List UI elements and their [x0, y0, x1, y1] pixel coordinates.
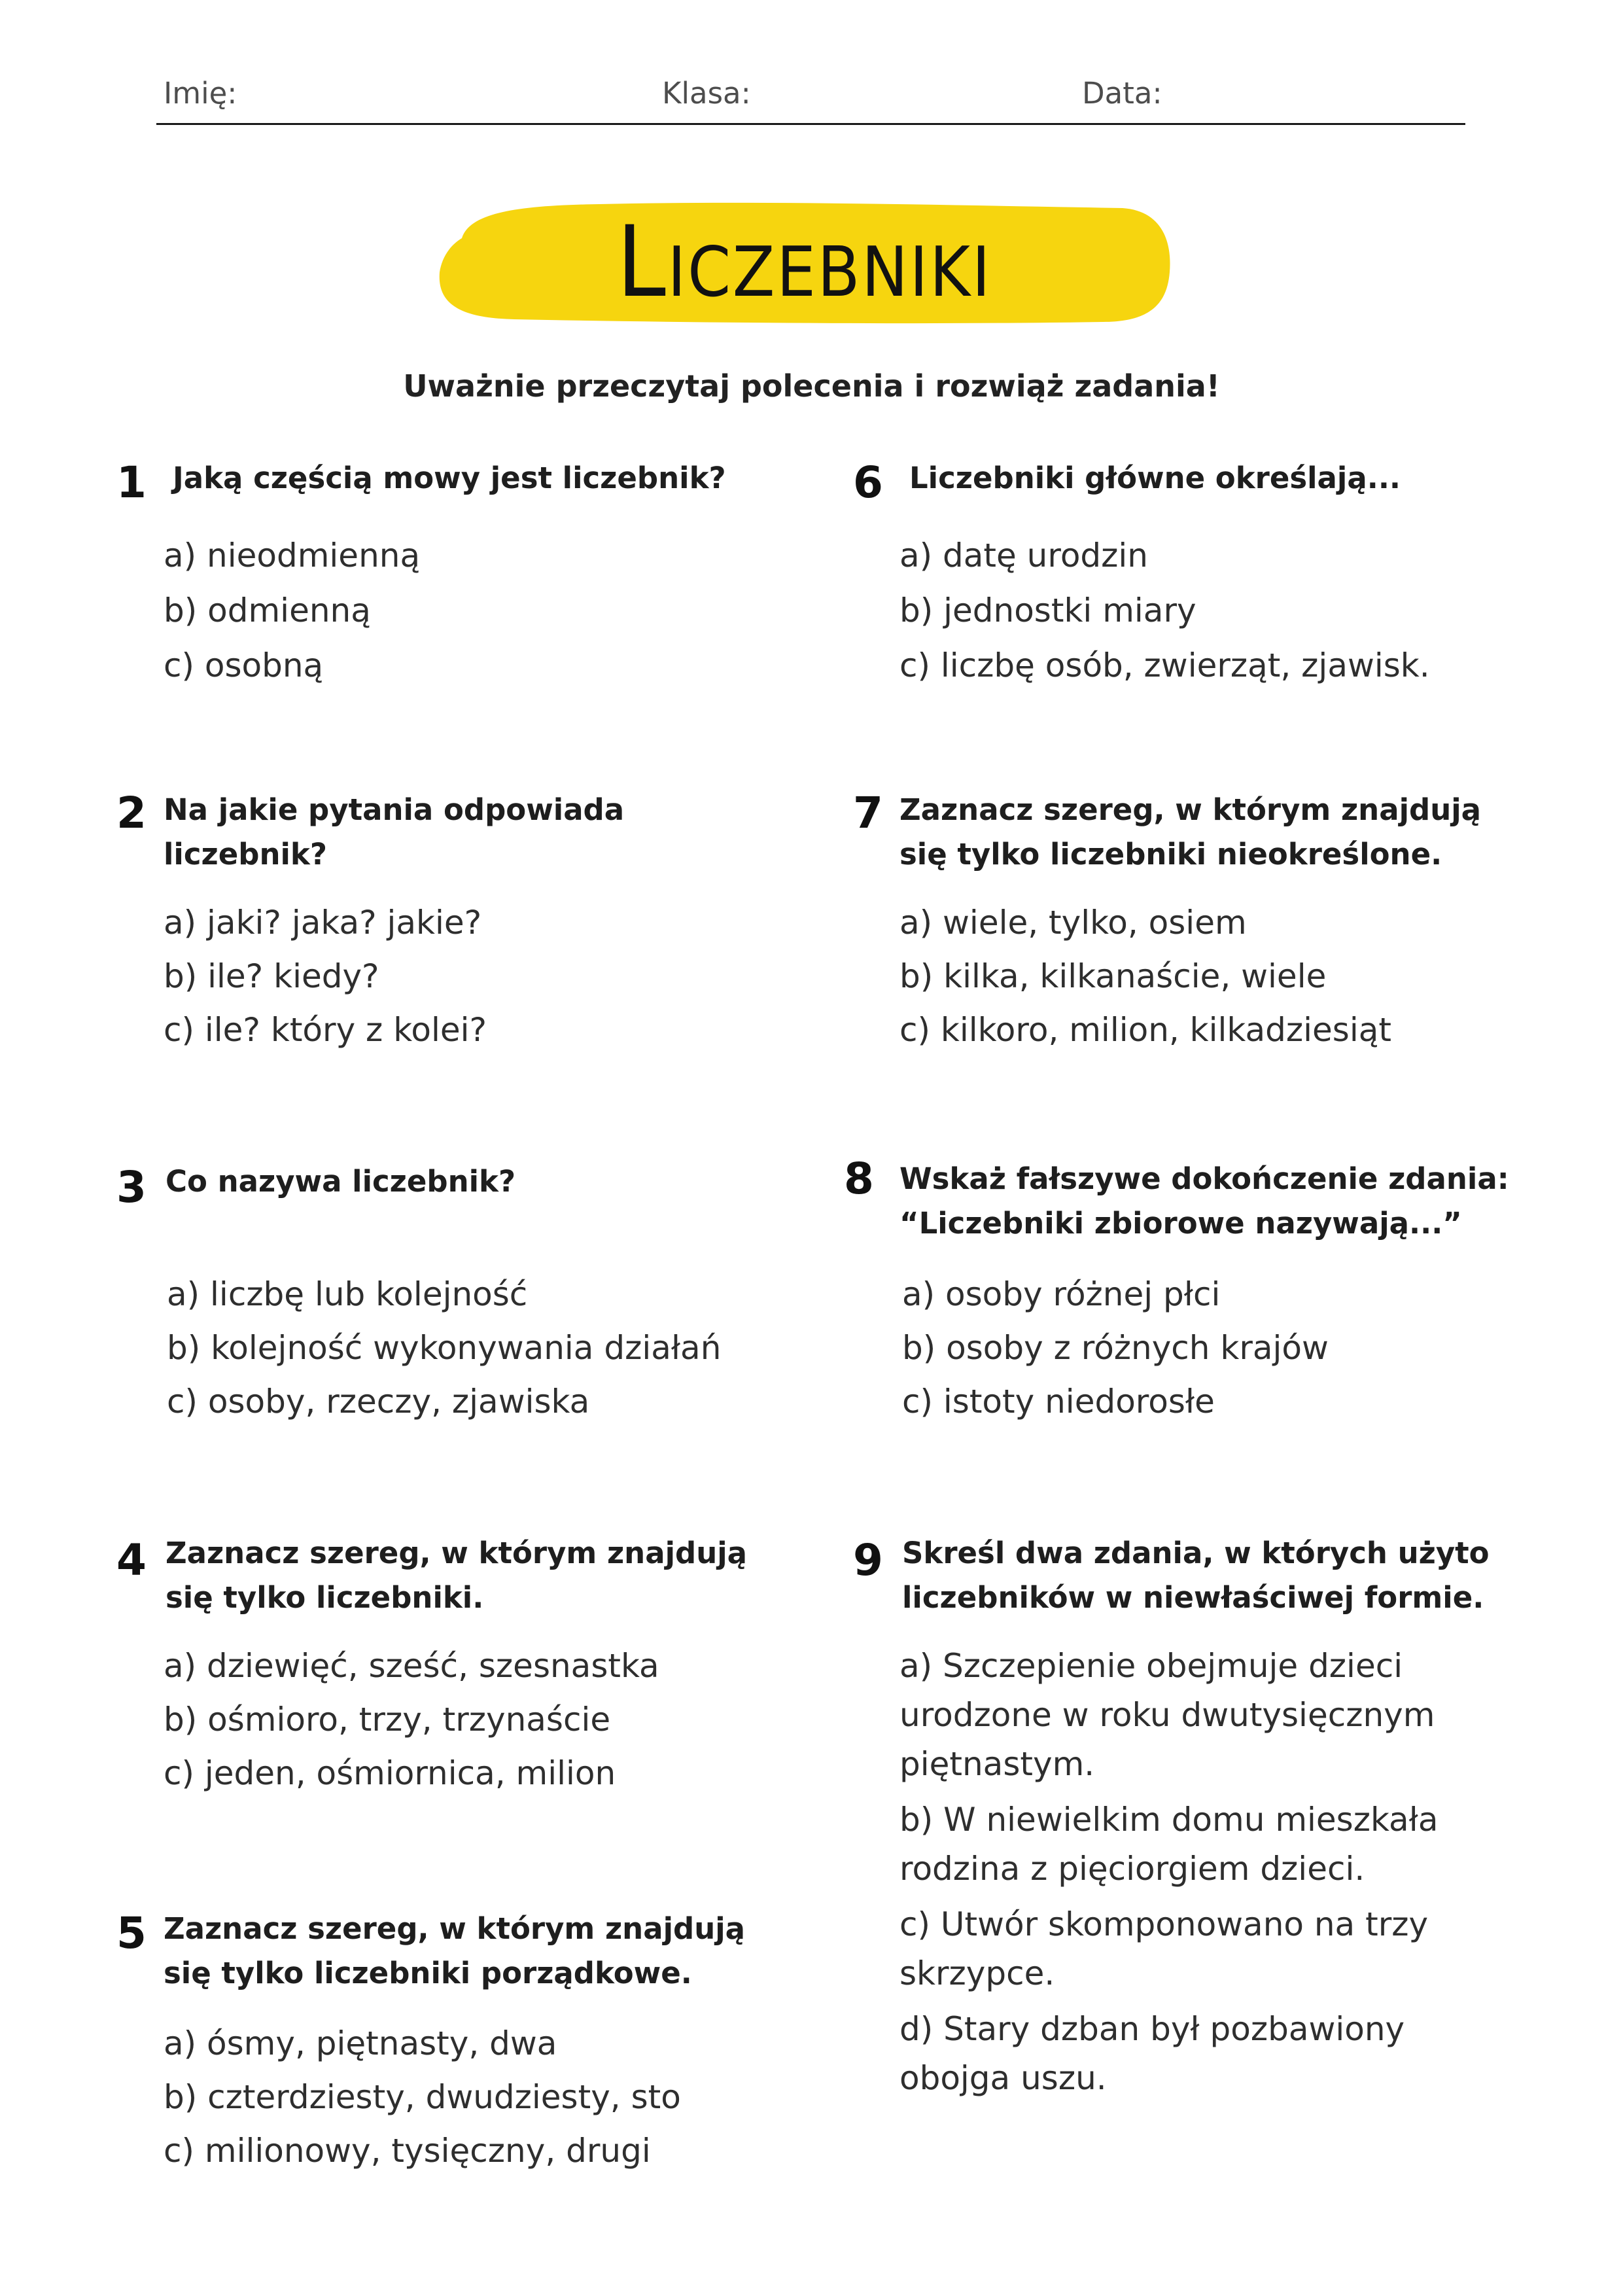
answer-option-line: urodzone w roku dwutysięcznym: [899, 1696, 1435, 1734]
question-text: [899, 1157, 1509, 1246]
question-text: [899, 788, 1481, 877]
answer-option-line: d) Stary dzban był pozbawiony: [899, 2010, 1405, 2048]
question-text: [166, 1531, 747, 1620]
class-label: Klasa:: [662, 76, 751, 111]
page-title: Liczebniki: [616, 205, 992, 319]
answer-option-line: obojga uszu.: [899, 2059, 1107, 2097]
answer-options: [902, 1267, 1329, 1428]
answer-option: c) milionowy, tysięczny, drugi: [164, 2132, 651, 2170]
question-number: 2: [116, 788, 147, 838]
question-text-line: Na jakie pytania odpowiada: [164, 792, 625, 827]
answer-option: [899, 2005, 1439, 2103]
question-number: 7: [853, 788, 883, 838]
header-underline: [156, 123, 1465, 125]
answer-option: b) jednostki miary: [899, 592, 1196, 629]
answer-option-line: c) Utwór skomponowano na trzy: [899, 1905, 1429, 1943]
answer-option-line: skrzypce.: [899, 1954, 1055, 1992]
question-text-line: Jaką częścią mowy jest liczebnik?: [173, 461, 726, 495]
answer-option: c) osobną: [164, 646, 324, 684]
question-text-line: Zaznacz szereg, w którym znajdują: [166, 1536, 748, 1570]
answer-option: a) dziewięć, sześć, szesnastka: [164, 1647, 659, 1685]
answer-option: c) osoby, rzeczy, zjawiska: [167, 1383, 590, 1421]
answer-option: b) odmienną: [164, 592, 371, 629]
answer-options: [899, 528, 1430, 693]
answer-option: a) jaki? jaka? jakie?: [164, 904, 482, 942]
answer-option: b) ośmioro, trzy, trzynaście: [164, 1701, 611, 1739]
answer-option: c) jeden, ośmiornica, milion: [164, 1754, 616, 1792]
answer-option: [899, 1795, 1439, 1894]
date-label: Data:: [1082, 76, 1162, 111]
answer-options: [164, 1639, 659, 1800]
title-banner: [436, 200, 1173, 325]
question-text: [909, 456, 1401, 501]
answer-option: a) liczbę lub kolejność: [167, 1275, 528, 1313]
answer-option: b) czterdziesty, dwudziesty, sto: [164, 2078, 681, 2116]
answer-option: a) nieodmienną: [164, 537, 421, 574]
answer-option: b) kilka, kilkanaście, wiele: [899, 957, 1327, 995]
question-text-line: “Liczebniki zbiorowe nazywają...”: [899, 1206, 1462, 1241]
question-text-line: Co nazywa liczebnik?: [166, 1164, 516, 1199]
answer-option: [899, 1900, 1439, 1998]
question-text: [902, 1531, 1490, 1620]
answer-option-line: piętnastym.: [899, 1745, 1095, 1783]
instructions: Uważnie przeczytaj polecenia i rozwiąż zadania!: [403, 368, 1220, 404]
question-text: [164, 1907, 745, 1996]
question-text-line: Zaznacz szereg, w którym znajdują: [164, 1911, 746, 1946]
question-text-line: Zaznacz szereg, w którym znajdują: [899, 792, 1482, 827]
question-number: 9: [853, 1535, 883, 1585]
answer-options: [164, 2017, 681, 2178]
question-text-line: Skreśl dwa zdania, w których użyto: [902, 1536, 1490, 1570]
answer-option: b) ile? kiedy?: [164, 957, 379, 995]
answer-option: c) ile? który z kolei?: [164, 1011, 487, 1049]
answer-option: c) kilkoro, milion, kilkadziesiąt: [899, 1011, 1391, 1049]
answer-option: b) kolejność wykonywania działań: [167, 1329, 722, 1367]
question-text-line: liczebnik?: [164, 837, 327, 872]
answer-option: c) liczbę osób, zwierząt, zjawisk.: [899, 646, 1430, 684]
answer-option: b) osoby z różnych krajów: [902, 1329, 1329, 1367]
answer-option: a) ósmy, piętnasty, dwa: [164, 2024, 557, 2062]
question-text-line: się tylko liczebniki porządkowe.: [164, 1956, 692, 1990]
question-text-line: Liczebniki główne określają...: [909, 461, 1401, 495]
answer-option-line: a) Szczepienie obejmuje dzieci: [899, 1647, 1403, 1685]
answer-options: [164, 896, 487, 1057]
answer-options: [164, 528, 420, 693]
question-text: [173, 456, 726, 501]
question-text-line: się tylko liczebniki nieokreślone.: [899, 837, 1442, 872]
question-text-line: się tylko liczebniki.: [166, 1580, 484, 1615]
question-text-line: Wskaż fałszywe dokończenie zdania:: [899, 1161, 1509, 1196]
answer-options: [899, 896, 1391, 1057]
question-number: 8: [844, 1154, 874, 1204]
question-number: 3: [116, 1162, 147, 1212]
question-number: 6: [853, 457, 883, 508]
answer-options: [167, 1267, 721, 1428]
question-number: 4: [116, 1535, 147, 1585]
question-text: [164, 788, 624, 877]
answer-option: a) wiele, tylko, osiem: [899, 904, 1247, 942]
question-number: 1: [116, 457, 147, 508]
name-label: Imię:: [164, 76, 237, 111]
answer-option: a) osoby różnej płci: [902, 1275, 1221, 1313]
answer-option: c) istoty niedorosłe: [902, 1383, 1215, 1421]
question-number: 5: [116, 1908, 147, 1958]
answer-options: [899, 1642, 1439, 2110]
answer-option-line: b) W niewielkim domu mieszkała: [899, 1801, 1439, 1839]
question-text: [166, 1159, 515, 1204]
question-text-line: liczebników w niewłaściwej formie.: [902, 1580, 1484, 1615]
answer-option: [899, 1642, 1439, 1789]
answer-option-line: rodzina z pięciorgiem dzieci.: [899, 1850, 1365, 1888]
answer-option: a) datę urodzin: [899, 537, 1148, 574]
